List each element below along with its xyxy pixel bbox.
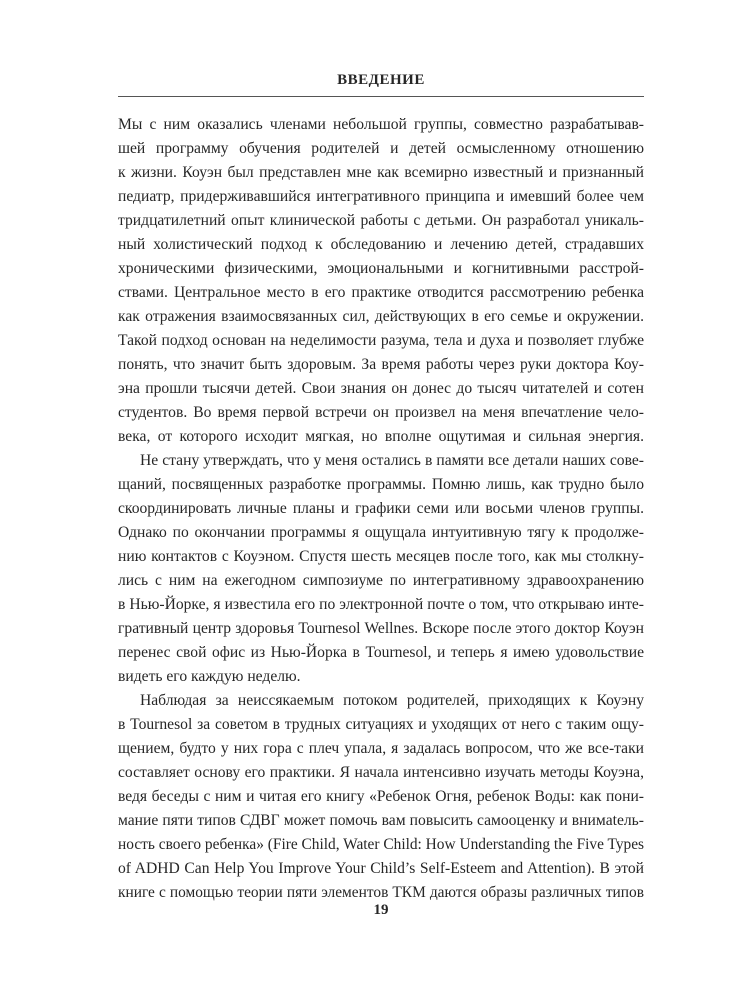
body-text [118,113,644,905]
text-line: к жизни. Коуэн был представлен мне как всемирно известный и признанный [118,164,644,181]
text-line: Не стану утверждать, что у меня остались в памяти все детали наших сове- [140,452,644,469]
text-line: видеть его каждую неделю. [118,668,301,685]
text-line: Наблюдая за неиссякаемым потоком родителей, приходящих к Коуэну [140,692,644,709]
text-line: книге с помощью теории пяти элементов ТКМ даются образы различных типов [118,884,644,901]
text-line: of ADHD Can Help You Improve Your Child’s Self-Esteem and Attention). В этой [118,860,644,877]
text-line: педиатр, придерживавшийся интегративного принципа и имевший более чем [118,188,644,205]
text-line: Мы с ним оказались членами небольшой группы, совместно разрабатывав- [118,116,644,133]
text-line: мание пяти типов СДВГ может помочь вам повысить самооценку и внимatель- [118,812,644,829]
text-line: Однако по окончании программы я ощущала интуитивную тягу к продолже- [118,524,644,541]
text-line: хроническими физическими, эмоциональными и когнитивными расстрой- [118,260,644,277]
text-line: щаний, посвященных разработке программы. Помню лишь, как трудно было [118,476,644,493]
text-line: понять, что значит быть здоровым. За время работы через руки доктора Коу- [118,356,644,373]
page-number: 19 [373,902,389,918]
text-line: студентов. Во время первой встречи он произвел на меня впечатление чело- [118,404,644,421]
text-line: эна прошли тысячи детей. Свои знания он донес до тысяч читателей и сотен [118,380,644,397]
text-line: составляет основу его практики. Я начала интенсивно изучать методы Коуэна, [118,764,644,781]
text-line: скоординировать личные планы и графики семи или восьми членов группы. [118,500,644,517]
text-line: лись с ним на ежегодном симпозиуме по интегративному здравоохранению [118,572,644,589]
text-line: ность своего ребенка» (Fire Child, Water Child: How Understanding the Five Types [118,836,645,853]
text-line: щением, будто у них гора с плеч упала, я задалась вопросом, что же все-таки [118,740,644,757]
text-line: ведя беседы с ним и читая его книгу «Ребенок Огня, ребенок Воды: как пони- [118,788,644,805]
text-line: Такой подход основан на неделимости разума, тела и духа и позволяет глубже [118,332,644,349]
text-line: в Tournesol за советом в трудных ситуациях и уходящих от него с таким ощу- [118,716,644,733]
header-rule [118,96,644,97]
text-line: ный холистический подход к обследованию и лечению детей, страдавших [118,236,644,253]
text-line: перенес свой офис из Нью-Йорка в Tournesol, и теперь я имею удовольствие [118,644,644,661]
text-line: в Нью-Йорке, я известила его по электронной почте о том, что открываю инте- [118,596,644,613]
text-line: как отражения взаимосвязанных сил, действующих в его семье и окружении. [118,308,644,325]
text-line: гративный центр здоровья Tournesol Wellnes. Вскоре после этого доктор Коуэн [118,620,644,637]
text-line: шей программу обучения родителей и детей осмысленному отношению [118,140,644,157]
text-line: тридцатилетний опыт клинической работы с детьми. Он разработал уникаль- [118,212,644,229]
text-line: нию контактов с Коуэном. Спустя шесть месяцев после того, как мы столкну- [118,548,644,565]
text-line: века, от которого исходит мягкая, но вполне ощутимая и сильная энергия. [118,428,644,445]
running-head: ВВЕДЕНИЕ [337,72,425,88]
text-line: ствами. Центральное место в его практике отводится рассмотрению ребенка [118,284,644,301]
